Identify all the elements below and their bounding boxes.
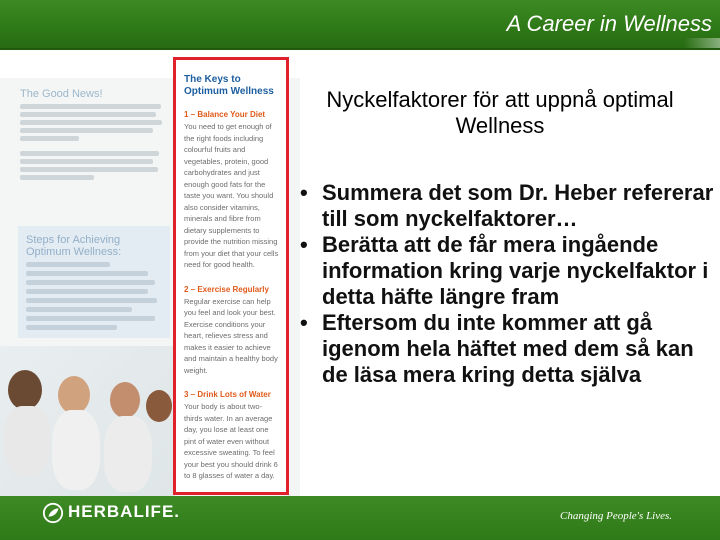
brochure-photo [0, 346, 175, 496]
brochure-steps-heading: Steps for Achieving Optimum Wellness: [26, 234, 122, 258]
bullet-dot: • [300, 180, 308, 205]
footer-bar [0, 496, 720, 540]
keys-highlight-box [173, 57, 289, 495]
header-highlight [684, 38, 720, 48]
keys-title: The Keys to Optimum Wellness [184, 74, 274, 97]
key3-body: Your body is about two-thirds water. In an average day, you lose at least one pint of water even without excessive sweating. To feel your best you should drink 6 to 8 glasses of water a day. [184, 402, 278, 480]
bullet-dot: • [300, 232, 308, 257]
key2-title: 2 – Exercise Regularly [184, 284, 269, 294]
brochure-good-news-heading: The Good News! [20, 88, 103, 100]
header-bar [0, 0, 720, 50]
footer-tagline: Changing People's Lives. [560, 510, 673, 522]
bullet-item [296, 180, 716, 232]
herbalife-leaf-icon [42, 502, 64, 524]
brochure-steps-box [18, 226, 170, 338]
bullet-text: Berätta att de får mera ingående information kring varje nyckelfaktor i detta häfte längre fram [322, 232, 709, 309]
header-title: A Career in Wellness [506, 11, 712, 36]
bullet-item [296, 310, 716, 388]
bullet-text: Eftersom du inte kommer att gå igenom hela häftet med dem så kan de läsa mera kring detta själva [322, 310, 694, 387]
key3-title: 3 – Drink Lots of Water [184, 390, 271, 399]
bullet-list [296, 180, 716, 388]
slide-title: Nyckelfaktorer för att uppnå optimal Wellness [326, 87, 674, 138]
bullet-text: Summera det som Dr. Heber refererar till som nyckelfaktorer… [322, 180, 714, 231]
bullet-dot: • [300, 310, 308, 335]
herbalife-logo-text: HERBALIFE. [68, 502, 180, 521]
key1-title: 1 – Balance Your Diet [184, 110, 266, 119]
key1-body: You need to get enough of the right foods including colourful fruits and vegetables, protein, good carbohydrates and just enough good fats for the taste you want. You should also consider vitamins, minerals and fibre from dietary supplements to provide the nutrition missing from your diet that your cells need for good health. [184, 122, 279, 269]
key2-body: Regular exercise can help you feel and look your best. Exercise conditions your heart, relieves stress and makes it easier to achieve and maintain a healthy body weight. [184, 296, 278, 375]
bullet-item [296, 232, 716, 310]
